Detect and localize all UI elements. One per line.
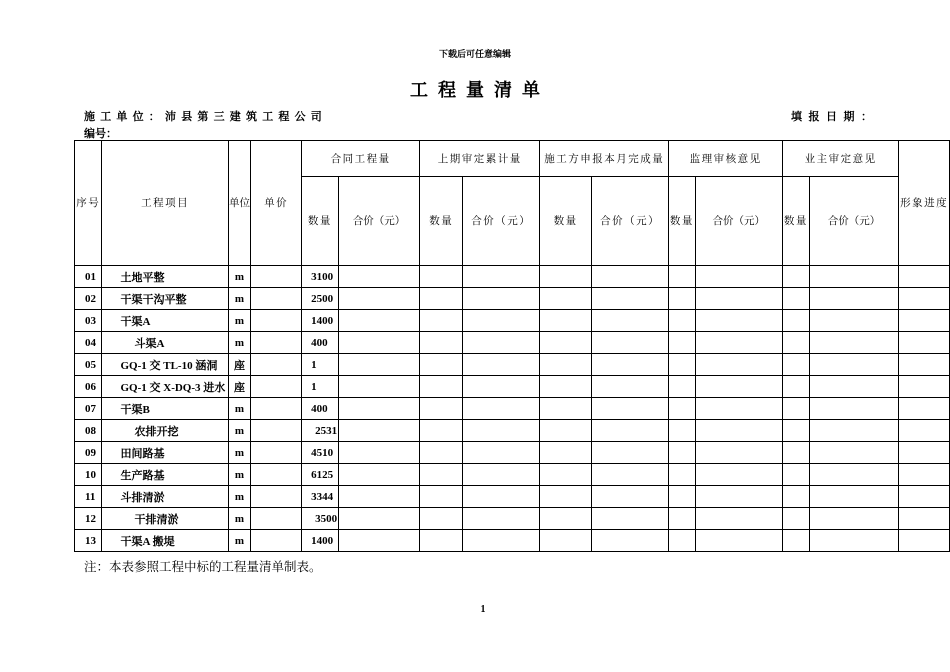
row-empty-cell [899, 310, 950, 332]
row-item: 生产路基 [102, 464, 228, 486]
table-row [75, 266, 950, 288]
row-unit: 座 [228, 376, 250, 398]
header-item: 工程项目 [102, 141, 228, 266]
row-empty-cell [338, 398, 420, 420]
header-note: 下载后可任意编辑 [438, 50, 511, 60]
row-price [251, 288, 302, 310]
row-item: GQ-1 交 X-DQ-3 进水 [102, 376, 228, 398]
row-empty-cell [783, 420, 810, 442]
row-item: GQ-1 交 TL-10 涵洞 [102, 354, 228, 376]
row-empty-cell [540, 464, 592, 486]
row-quantity: 3500 [302, 508, 339, 530]
row-empty-cell [592, 310, 669, 332]
row-unit: m [228, 530, 250, 552]
row-number: 13 [75, 530, 102, 552]
row-empty-cell [420, 508, 463, 530]
row-empty-cell [420, 420, 463, 442]
row-empty-cell [809, 464, 899, 486]
header-prev: 上期审定累计量 [420, 141, 540, 177]
row-empty-cell [809, 530, 899, 552]
row-empty-cell [809, 376, 899, 398]
row-empty-cell [809, 266, 899, 288]
table-row [75, 288, 950, 310]
row-empty-cell [592, 354, 669, 376]
row-empty-cell [338, 464, 420, 486]
row-empty-cell [338, 288, 420, 310]
page-number: 1 [480, 604, 486, 615]
row-empty-cell [783, 398, 810, 420]
row-empty-cell [338, 376, 420, 398]
header-price: 单价 [251, 141, 302, 266]
row-empty-cell [899, 464, 950, 486]
row-empty-cell [420, 354, 463, 376]
row-price [251, 442, 302, 464]
row-empty-cell [899, 486, 950, 508]
row-empty-cell [695, 530, 783, 552]
row-empty-cell [420, 376, 463, 398]
row-empty-cell [899, 530, 950, 552]
row-empty-cell [540, 376, 592, 398]
row-empty-cell [592, 508, 669, 530]
row-empty-cell [338, 530, 420, 552]
row-quantity: 2531 [302, 420, 339, 442]
row-empty-cell [463, 266, 540, 288]
row-empty-cell [809, 398, 899, 420]
header-qty-contract: 数量 [302, 177, 339, 266]
row-empty-cell [783, 288, 810, 310]
row-empty-cell [420, 332, 463, 354]
header-supervisor: 监理审核意见 [669, 141, 783, 177]
row-number: 11 [75, 486, 102, 508]
row-empty-cell [420, 266, 463, 288]
row-empty-cell [338, 354, 420, 376]
header-unit: 单位 [228, 141, 250, 266]
row-empty-cell [783, 486, 810, 508]
row-number: 02 [75, 288, 102, 310]
contractor-label: 施工单位：沛县第三建筑工程公司 [84, 110, 327, 123]
row-empty-cell [540, 530, 592, 552]
row-empty-cell [695, 354, 783, 376]
row-empty-cell [420, 310, 463, 332]
row-number: 01 [75, 266, 102, 288]
row-empty-cell [463, 530, 540, 552]
row-quantity: 3344 [302, 486, 339, 508]
row-empty-cell [338, 486, 420, 508]
row-empty-cell [592, 464, 669, 486]
header-owner: 业主审定意见 [783, 141, 899, 177]
row-empty-cell [669, 354, 695, 376]
table-row [75, 464, 950, 486]
row-empty-cell [809, 486, 899, 508]
row-empty-cell [338, 420, 420, 442]
row-unit: 座 [228, 354, 250, 376]
row-empty-cell [592, 420, 669, 442]
row-number: 10 [75, 464, 102, 486]
row-empty-cell [540, 420, 592, 442]
header-progress: 形象进度 [899, 141, 950, 266]
row-quantity: 400 [302, 332, 339, 354]
row-empty-cell [463, 464, 540, 486]
row-item: 干渠A [102, 310, 228, 332]
row-empty-cell [899, 332, 950, 354]
header-qty-owner: 数量 [783, 177, 810, 266]
header-amount-supervisor: 合价（元） [695, 177, 783, 266]
row-empty-cell [463, 398, 540, 420]
row-empty-cell [695, 508, 783, 530]
row-empty-cell [669, 266, 695, 288]
row-empty-cell [338, 332, 420, 354]
row-empty-cell [783, 464, 810, 486]
row-empty-cell [420, 530, 463, 552]
row-empty-cell [695, 464, 783, 486]
row-number: 03 [75, 310, 102, 332]
row-empty-cell [783, 376, 810, 398]
table-row [75, 354, 950, 376]
row-empty-cell [592, 376, 669, 398]
row-price [251, 398, 302, 420]
quantity-table [74, 140, 950, 552]
code-label: 编号： [84, 127, 117, 140]
row-empty-cell [783, 310, 810, 332]
row-empty-cell [783, 354, 810, 376]
table-row [75, 398, 950, 420]
row-empty-cell [695, 310, 783, 332]
header-amount-prev: 合价（元） [463, 177, 540, 266]
row-empty-cell [463, 310, 540, 332]
row-empty-cell [899, 288, 950, 310]
row-unit: m [228, 508, 250, 530]
row-empty-cell [592, 530, 669, 552]
row-empty-cell [695, 420, 783, 442]
row-empty-cell [695, 266, 783, 288]
row-empty-cell [540, 266, 592, 288]
header-amount-current: 合价（元） [592, 177, 669, 266]
row-empty-cell [592, 266, 669, 288]
row-number: 09 [75, 442, 102, 464]
row-empty-cell [420, 464, 463, 486]
row-empty-cell [540, 310, 592, 332]
row-quantity: 2500 [302, 288, 339, 310]
row-item: 农排开挖 [102, 420, 228, 442]
row-empty-cell [669, 508, 695, 530]
header-contract: 合同工程量 [302, 141, 420, 177]
row-empty-cell [695, 398, 783, 420]
row-number: 12 [75, 508, 102, 530]
row-empty-cell [420, 288, 463, 310]
table-row [75, 530, 950, 552]
row-empty-cell [809, 310, 899, 332]
footnote: 注：本表参照工程中标的工程量清单制表。 [84, 559, 322, 574]
row-empty-cell [540, 508, 592, 530]
row-price [251, 420, 302, 442]
row-empty-cell [899, 420, 950, 442]
row-price [251, 508, 302, 530]
fill-date-label: 填报日期： [791, 110, 879, 123]
row-empty-cell [695, 486, 783, 508]
row-item: 干渠干沟平整 [102, 288, 228, 310]
row-empty-cell [463, 486, 540, 508]
row-empty-cell [463, 442, 540, 464]
row-item: 干渠B [102, 398, 228, 420]
row-item: 斗排清淤 [102, 486, 228, 508]
row-empty-cell [592, 398, 669, 420]
row-empty-cell [809, 332, 899, 354]
row-price [251, 376, 302, 398]
row-empty-cell [809, 354, 899, 376]
row-empty-cell [669, 288, 695, 310]
row-empty-cell [809, 288, 899, 310]
row-empty-cell [463, 508, 540, 530]
row-empty-cell [592, 332, 669, 354]
row-price [251, 530, 302, 552]
row-empty-cell [463, 420, 540, 442]
row-number: 07 [75, 398, 102, 420]
row-price [251, 464, 302, 486]
row-empty-cell [809, 420, 899, 442]
header-qty-supervisor: 数量 [669, 177, 695, 266]
row-empty-cell [809, 508, 899, 530]
header-current: 施工方申报本月完成量 [540, 141, 669, 177]
row-number: 04 [75, 332, 102, 354]
row-empty-cell [783, 332, 810, 354]
row-unit: m [228, 442, 250, 464]
row-empty-cell [695, 288, 783, 310]
row-item: 斗渠A [102, 332, 228, 354]
row-quantity: 400 [302, 398, 339, 420]
row-empty-cell [669, 332, 695, 354]
row-empty-cell [540, 442, 592, 464]
row-empty-cell [592, 442, 669, 464]
header-qty-current: 数量 [540, 177, 592, 266]
row-unit: m [228, 464, 250, 486]
row-price [251, 266, 302, 288]
row-unit: m [228, 288, 250, 310]
row-unit: m [228, 420, 250, 442]
row-empty-cell [669, 376, 695, 398]
row-empty-cell [592, 486, 669, 508]
row-empty-cell [669, 442, 695, 464]
row-empty-cell [338, 310, 420, 332]
row-number: 06 [75, 376, 102, 398]
row-empty-cell [695, 376, 783, 398]
row-empty-cell [809, 442, 899, 464]
row-empty-cell [669, 486, 695, 508]
row-empty-cell [540, 332, 592, 354]
row-price [251, 332, 302, 354]
table-row [75, 508, 950, 530]
row-empty-cell [463, 288, 540, 310]
header-no: 序号 [75, 141, 102, 266]
row-empty-cell [695, 332, 783, 354]
table-row [75, 486, 950, 508]
row-quantity: 1 [302, 376, 339, 398]
row-quantity: 1400 [302, 530, 339, 552]
row-unit: m [228, 398, 250, 420]
row-empty-cell [669, 530, 695, 552]
row-item: 土地平整 [102, 266, 228, 288]
row-item: 田间路基 [102, 442, 228, 464]
page-title: 工程量清单 [410, 80, 550, 101]
row-empty-cell [899, 442, 950, 464]
table-row [75, 332, 950, 354]
row-item: 干渠A 搬堤 [102, 530, 228, 552]
row-quantity: 1400 [302, 310, 339, 332]
row-empty-cell [783, 508, 810, 530]
row-empty-cell [695, 442, 783, 464]
row-unit: m [228, 310, 250, 332]
row-empty-cell [420, 442, 463, 464]
row-price [251, 310, 302, 332]
row-empty-cell [669, 464, 695, 486]
row-price [251, 486, 302, 508]
row-empty-cell [899, 508, 950, 530]
row-item: 干排清淤 [102, 508, 228, 530]
row-quantity: 6125 [302, 464, 339, 486]
row-empty-cell [899, 398, 950, 420]
row-empty-cell [338, 508, 420, 530]
row-empty-cell [338, 266, 420, 288]
row-empty-cell [783, 266, 810, 288]
row-empty-cell [420, 486, 463, 508]
row-empty-cell [899, 266, 950, 288]
table-row [75, 442, 950, 464]
row-empty-cell [540, 288, 592, 310]
header-qty-prev: 数量 [420, 177, 463, 266]
row-quantity: 1 [302, 354, 339, 376]
row-empty-cell [540, 398, 592, 420]
row-empty-cell [463, 332, 540, 354]
table-row [75, 310, 950, 332]
row-empty-cell [783, 530, 810, 552]
row-quantity: 4510 [302, 442, 339, 464]
row-empty-cell [669, 420, 695, 442]
row-empty-cell [669, 310, 695, 332]
row-empty-cell [420, 398, 463, 420]
row-empty-cell [669, 398, 695, 420]
row-empty-cell [540, 486, 592, 508]
row-empty-cell [592, 288, 669, 310]
row-unit: m [228, 266, 250, 288]
row-empty-cell [463, 354, 540, 376]
table-row [75, 376, 950, 398]
header-amount-owner: 合价（元） [809, 177, 899, 266]
row-price [251, 354, 302, 376]
row-empty-cell [899, 354, 950, 376]
table-row [75, 420, 950, 442]
row-empty-cell [899, 376, 950, 398]
row-unit: m [228, 332, 250, 354]
header-amount-contract: 合价（元） [338, 177, 420, 266]
row-empty-cell [540, 354, 592, 376]
row-empty-cell [783, 442, 810, 464]
row-number: 08 [75, 420, 102, 442]
row-number: 05 [75, 354, 102, 376]
row-quantity: 3100 [302, 266, 339, 288]
row-unit: m [228, 486, 250, 508]
row-empty-cell [338, 442, 420, 464]
row-empty-cell [463, 376, 540, 398]
